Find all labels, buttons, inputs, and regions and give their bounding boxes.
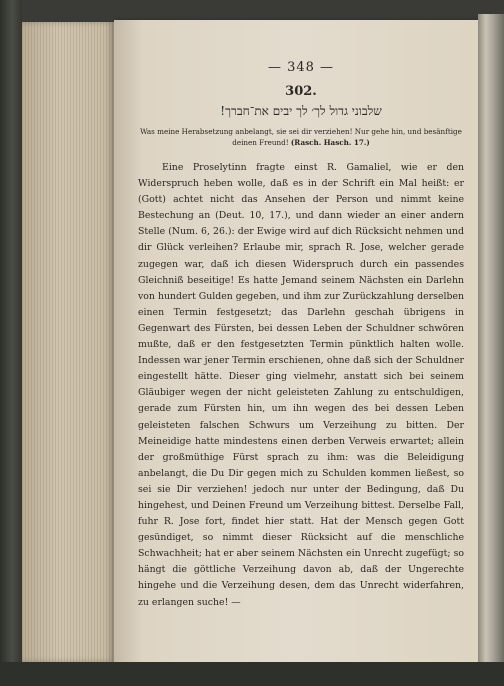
translation-block (138, 126, 464, 148)
page-block-edges (22, 22, 114, 662)
translation-text: Was meine Herabsetzung anbelangt, sie sei dir verziehen! Nur gehe hin, und besänftige deinen Freund! (140, 127, 462, 147)
page-number: — 348 — (267, 60, 335, 75)
page-content (138, 60, 464, 611)
book-cover-right (478, 14, 504, 686)
hebrew-heading: שלבוני גדול לך׳ לך יבים את־חברך! (220, 104, 382, 118)
body-paragraph: Eine Proselytinn fragte einst R. Gamaliel, wie er den Widerspruch heben wolle, daß es in der Schrift ein Mal heißt: er (Gott) achtet nicht das Ansehen der Person und nimmt keine Bestechung an (Deut. 10, 17.), und dann wieder an einer andern Stelle (Num. 6, 26.): der Ewige wird auf dich Rücksicht nehmen und dir Glück verleihen? Erlaube mir, sprach R. Jose, welcher gerade zugegen war, daß ich diesen Widerspruch durch ein passendes Gleichniß beseitige! Es hatte Jemand seinem Nächsten ein Darlehn von hundert Gulden gegeben, und ihm zur Zurückzahlung derselben einen Termin festgesetzt; das Darlehn geschah übrigens in Gegenwart des Fürsten, bei dessen Leben der Schuldner schwören mußte, daß er den festgesetzten Termin pünktlich halten wolle. Indessen war jener Termin erschienen, ohne daß sich der Schuldner eingestellt hätte. Dieser ging vielmehr, anstatt sich bei seinem Gläubiger wegen der nicht geleisteten Zahlung zu entschuldigen, gerade zum Fürsten hin, um ihn wegen des bei dessen Leben geleisteten falschen Schwurs um Verzeihung zu bitten. Der Meineidige hatte mindestens einen derben Verweis erwartet; allein der großmüthige Fürst sprach zu ihm: was die Beleidigung anbelangt, die Du Dir gegen mich zu Schulden kommen ließest, so sei sie Dir verziehen! jedoch nur unter der Bedingung, daß Du hingehest, und Deinen Freund um Verzeihung bittest. Derselbe Fall, fuhr R. Jose fort, findet hier statt. Hat der Mensch gegen Gott gesündiget, so nimmt dieser Rücksicht auf die menschliche Schwachheit; hat er aber seinem Nächsten ein Unrecht zugefügt; so hängt die göttliche Verzeihung davon ab, daß der Ungerechte hingehe und die Verzeihung desen, dem das Unrecht widerfahren, zu erlangen suche! — (138, 162, 464, 608)
section-number: 302. (285, 84, 317, 99)
book-cover-left (0, 0, 22, 686)
citation: (Rasch. Hasch. 17.) (290, 138, 370, 147)
book-cover-bottom (0, 662, 504, 686)
